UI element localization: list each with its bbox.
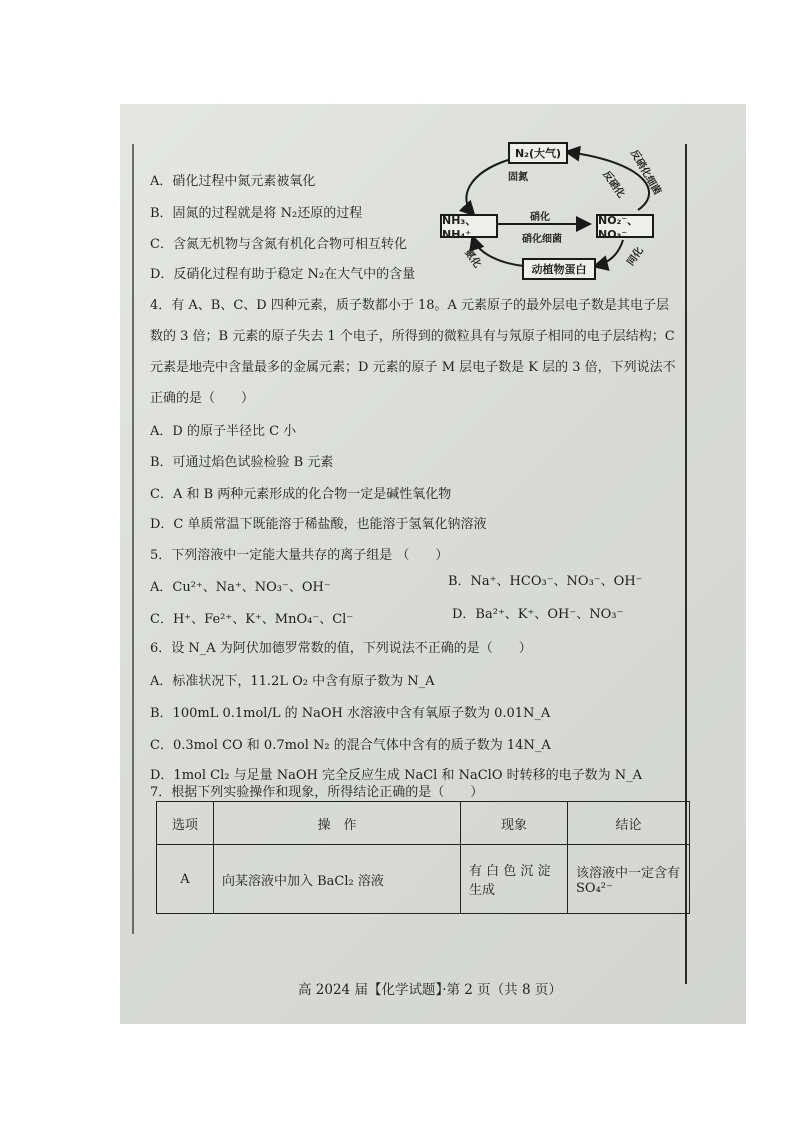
document-photo bbox=[120, 104, 746, 1024]
header-operation: 操 作 bbox=[214, 802, 461, 845]
q7-experiment-table bbox=[156, 801, 690, 914]
protein-box: 动植物蛋白 bbox=[522, 258, 596, 280]
header-conclusion: 结论 bbox=[568, 802, 690, 845]
nitrate-box: NO₂⁻、NO₃⁻ bbox=[596, 214, 654, 238]
q4-option-b: B．可通过焰色试验检验 B 元素 bbox=[150, 455, 334, 470]
assimilation-arrow bbox=[596, 240, 623, 266]
q3-option-c: C．含氮无机物与含氮有机化合物可相互转化 bbox=[150, 237, 407, 252]
q3-option-a: A．硝化过程中氮元素被氧化 bbox=[150, 174, 316, 189]
denitrification-label: 反硝化 bbox=[600, 169, 627, 201]
q4-stem-line-4: 正确的是（ ） bbox=[150, 391, 255, 406]
q4-stem-line-3: 元素是地壳中含量最多的金属元素；D 元素的原子 M 层电子数是 K 层的 3 倍，下列说法不 bbox=[150, 360, 676, 375]
n2-atmosphere-box: N₂(大气) bbox=[508, 142, 568, 164]
q4-option-d: D．C 单质常温下既能溶于稀盐酸，也能溶于氢氧化钠溶液 bbox=[150, 517, 487, 532]
q4-stem-line-1: 4．有 A、B、C、D 四种元素，质子数都小于 18。A 元素原子的最外层电子数是其电子层 bbox=[150, 298, 670, 313]
page-footer: 高 2024 届【化学试题】·第 2 页（共 8 页） bbox=[298, 982, 562, 998]
assimilation-label: 同化 bbox=[625, 245, 646, 268]
q6-stem: 6．设 N_A 为阿伏加德罗常数的值，下列说法不正确的是（ ） bbox=[150, 641, 532, 656]
fixation-label: 固氮 bbox=[508, 172, 528, 183]
row-phenomenon: 有 白 色 沉 淀 生成 bbox=[461, 845, 568, 914]
table-header-row bbox=[157, 802, 690, 845]
header-phenomenon: 现象 bbox=[461, 802, 568, 845]
nitrogen-cycle-diagram bbox=[438, 138, 688, 288]
q7-stem: 7．根据下列实验操作和现象，所得结论正确的是（ ） bbox=[150, 785, 484, 800]
q3-option-b: B．固氮的过程就是将 N₂还原的过程 bbox=[150, 206, 363, 221]
header-option: 选项 bbox=[157, 802, 214, 845]
q3-option-d: D．反硝化过程有助于稳定 N₂在大气中的含量 bbox=[150, 267, 416, 282]
q4-option-a: A．D 的原子半径比 C 小 bbox=[150, 424, 297, 439]
q5-option-b: B．Na⁺、HCO₃⁻、NO₃⁻、OH⁻ bbox=[448, 574, 643, 589]
q6-option-b: B．100mL 0.1mol/L 的 NaOH 水溶液中含有氧原子数为 0.01N_A bbox=[150, 706, 551, 721]
q6-option-c: C．0.3mol CO 和 0.7mol N₂ 的混合气体中含有的质子数为 14N_A bbox=[150, 738, 551, 753]
denitrifying-bacteria-label: 反硝化细菌 bbox=[628, 148, 663, 197]
row-operation: 向某溶液中加入 BaCl₂ 溶液 bbox=[214, 845, 461, 914]
ammonification-label: 氨化 bbox=[462, 247, 483, 270]
table-row bbox=[157, 845, 690, 914]
q4-stem-line-2: 数的 3 倍；B 元素的原子失去 1 个电子，所得到的微粒具有与氖原子相同的电子层结构；C bbox=[150, 329, 675, 344]
row-conclusion: 该溶液中一定含有 SO₄²⁻ bbox=[568, 845, 690, 914]
nitrification-label: 硝化 bbox=[530, 212, 550, 223]
q6-option-d: D．1mol Cl₂ 与足量 NaOH 完全反应生成 NaCl 和 NaClO 时转移的电子数为 N_A bbox=[150, 768, 643, 783]
fixation-arrow bbox=[466, 160, 508, 214]
q5-option-d: D．Ba²⁺、K⁺、OH⁻、NO₃⁻ bbox=[452, 607, 624, 622]
row-option: A bbox=[157, 845, 214, 914]
q4-option-c: C．A 和 B 两种元素形成的化合物一定是碱性氧化物 bbox=[150, 487, 452, 502]
q6-option-a: A．标准状况下，11.2L O₂ 中含有原子数为 N_A bbox=[150, 674, 435, 689]
q5-stem: 5．下列溶液中一定能大量共存的离子组是 （ ） bbox=[150, 548, 449, 563]
q5-option-c: C．H⁺、Fe²⁺、K⁺、MnO₄⁻、Cl⁻ bbox=[150, 612, 354, 627]
nitrifying-bacteria-label: 硝化细菌 bbox=[522, 234, 562, 245]
ammonia-box: NH₃、NH₄⁺ bbox=[440, 214, 498, 238]
page-edge-left bbox=[132, 144, 134, 934]
q5-option-a: A．Cu²⁺、Na⁺、NO₃⁻、OH⁻ bbox=[150, 580, 331, 595]
